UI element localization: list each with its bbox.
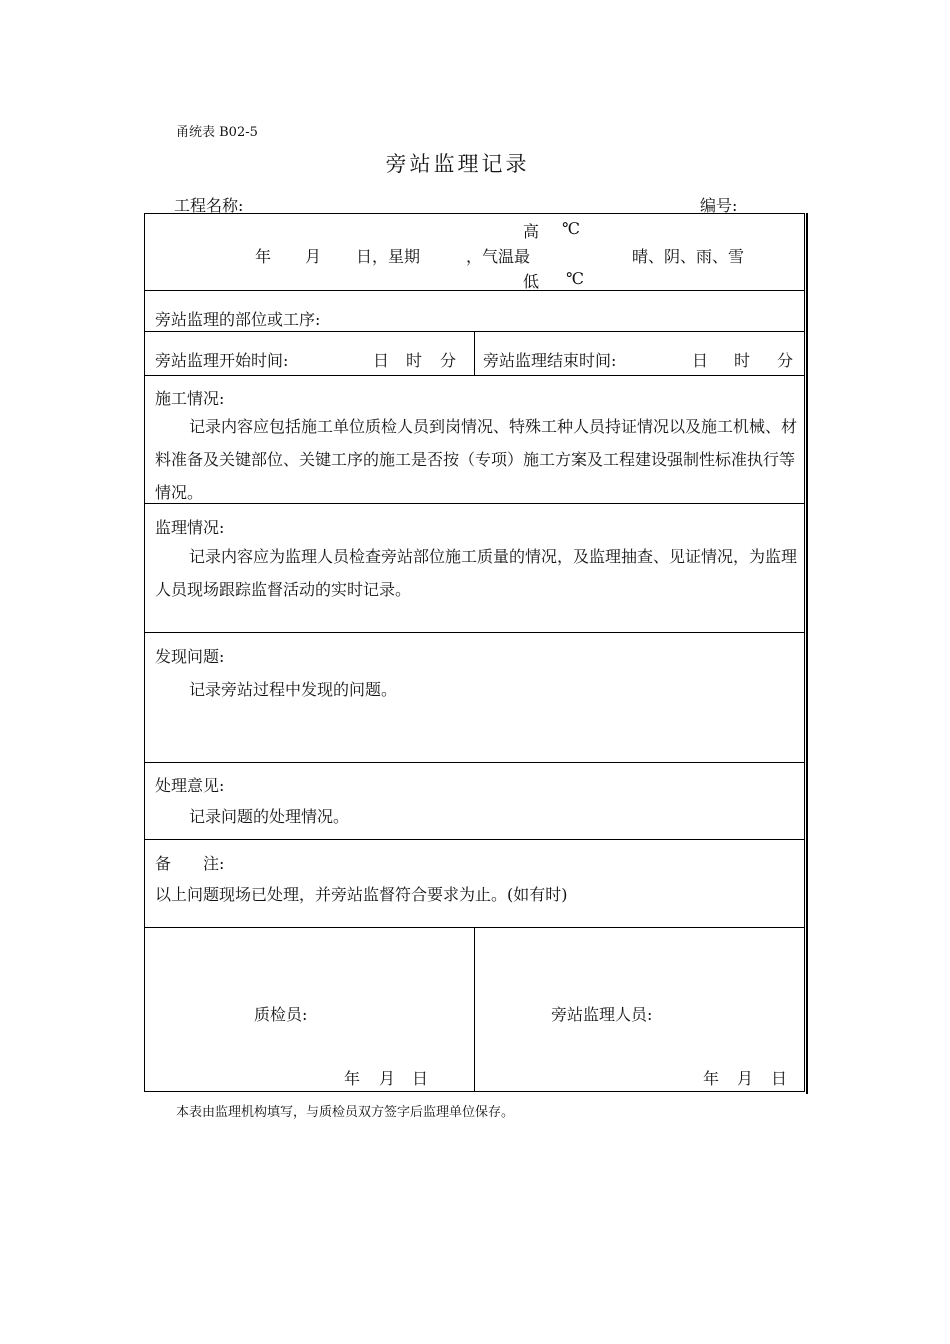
construction-content: 记录内容应包括施工单位质检人员到岗情况、特殊工种人员持证情况以及施工机械、材料准备及关键部位、关键工序的施工是否按（专项）施工方案及工程建设强制性标准执行等情况。	[155, 417, 798, 502]
problems-content: 记录旁站过程中发现的问题。	[189, 680, 398, 699]
end-minute: 分	[777, 351, 794, 370]
supervisor-label: 旁站监理人员:	[551, 1005, 653, 1024]
temperature-label: ，气温最	[466, 247, 531, 266]
inspector-label: 质检员:	[254, 1005, 308, 1024]
project-name-label: 工程名称:	[174, 196, 244, 215]
start-minute: 分	[440, 351, 457, 370]
inspector-sign-year: 年	[344, 1069, 361, 1088]
construction-label: 施工情况:	[155, 389, 225, 408]
time-column-divider	[474, 331, 475, 375]
start-day: 日	[373, 351, 390, 370]
inspector-sign-day: 日	[412, 1069, 429, 1088]
number-label: 编号:	[700, 196, 738, 215]
row-divider	[144, 290, 805, 291]
table-right-shadow	[806, 213, 808, 1094]
start-hour: 时	[406, 351, 423, 370]
supervisor-sign-day: 日	[771, 1069, 788, 1088]
weather-month: 月	[305, 247, 322, 266]
weather-day-weekday: 日，星期	[356, 247, 421, 266]
temperature-low-label: 低	[523, 272, 540, 291]
footer-note: 本表由监理机构填写，与质检员双方签字后监理单位保存。	[176, 1105, 515, 1120]
remarks-content: 以上问题现场已处理，并旁站监督符合要求为止。(如有时)	[155, 885, 568, 904]
form-code: 甬统表 B02-5	[176, 125, 258, 140]
handling-content: 记录问题的处理情况。	[189, 807, 350, 826]
temperature-high-unit: ℃	[562, 219, 580, 238]
remarks-label: 备 注:	[155, 854, 225, 873]
weather-year: 年	[255, 247, 272, 266]
problems-label: 发现问题:	[155, 647, 225, 666]
location-label: 旁站监理的部位或工序:	[155, 310, 321, 329]
temperature-high-label: 高	[523, 222, 540, 241]
supervisor-sign-month: 月	[737, 1069, 754, 1088]
row-divider	[144, 632, 805, 633]
row-divider	[144, 375, 805, 376]
row-divider	[144, 762, 805, 763]
supervision-content: 记录内容应为监理人员检查旁站部位施工质量的情况，及监理抽查、见证情况，为监理人员现场跟踪监督活动的实时记录。	[155, 547, 798, 599]
supervisor-sign-year: 年	[703, 1069, 720, 1088]
temperature-low-unit: ℃	[566, 269, 584, 288]
page-title: 旁站监理记录	[385, 152, 530, 176]
inspector-sign-month: 月	[379, 1069, 396, 1088]
end-day: 日	[692, 351, 709, 370]
signature-column-divider	[474, 927, 475, 1092]
row-divider	[144, 839, 805, 840]
end-hour: 时	[734, 351, 751, 370]
handling-label: 处理意见:	[155, 776, 225, 795]
start-time-label: 旁站监理开始时间:	[155, 351, 289, 370]
end-time-label: 旁站监理结束时间:	[483, 351, 617, 370]
weather-conditions: 晴、阴、雨、雪	[632, 247, 745, 266]
supervision-label: 监理情况:	[155, 518, 225, 537]
